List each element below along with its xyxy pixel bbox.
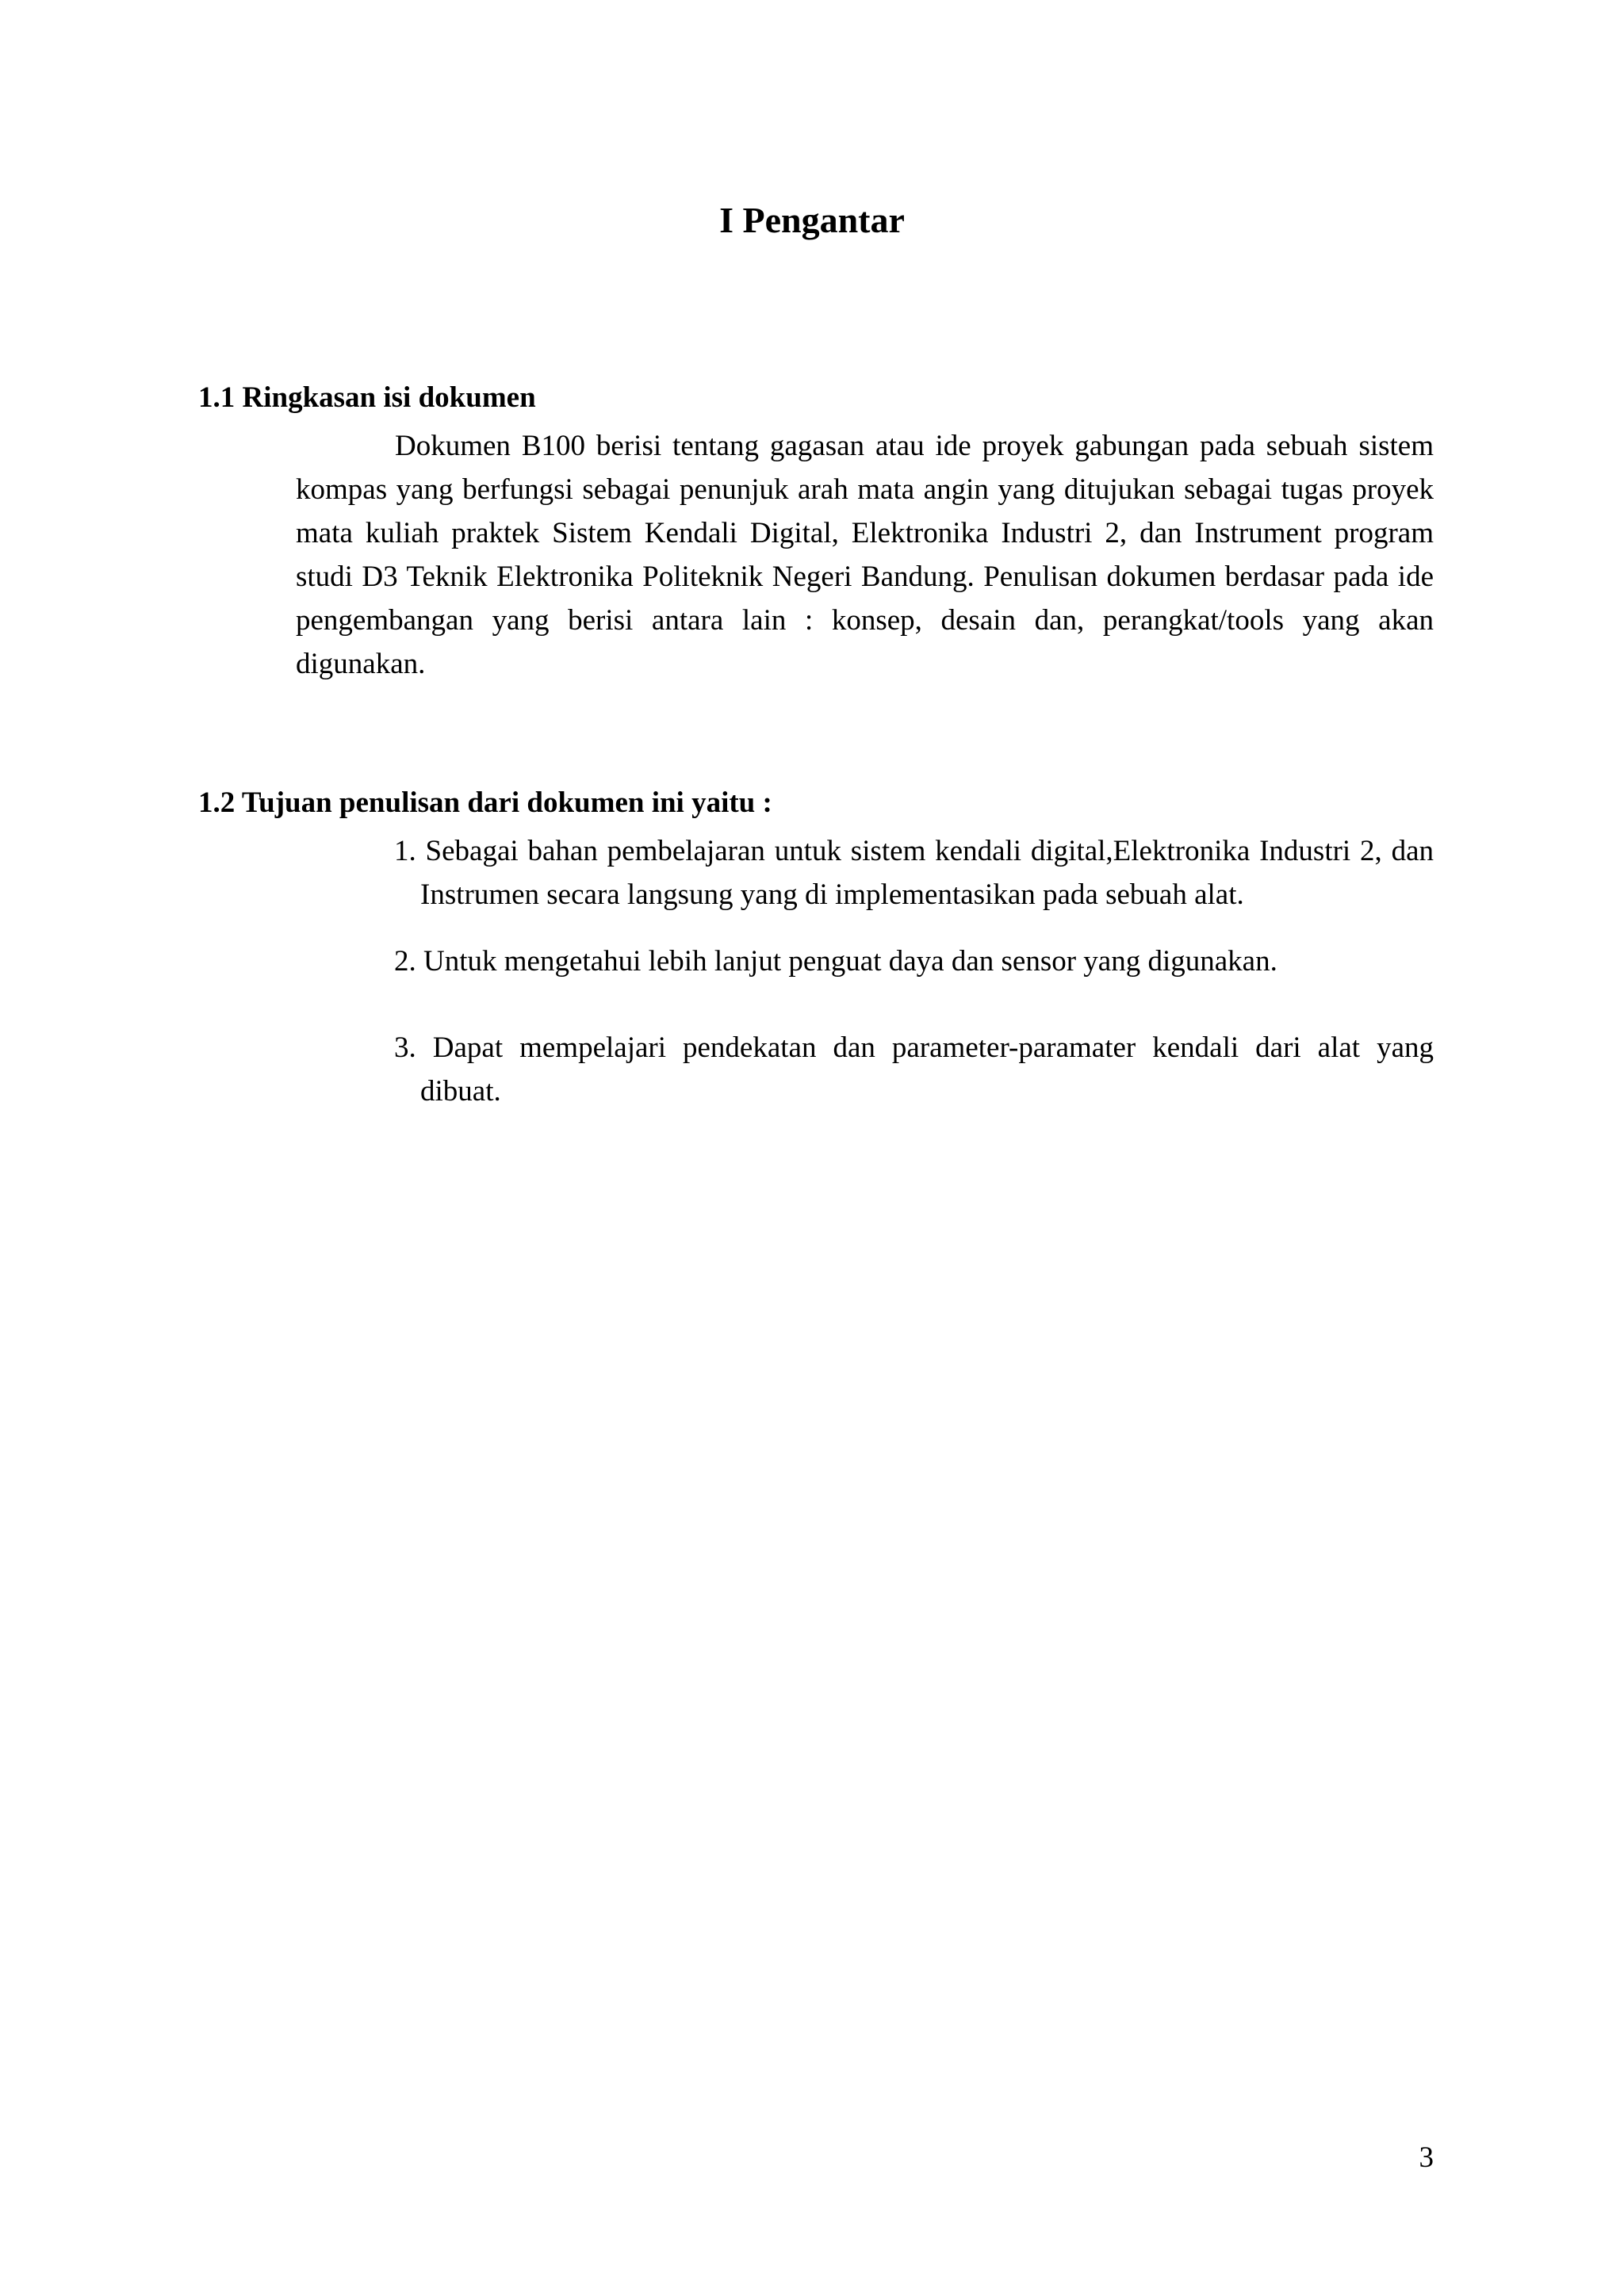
- section-heading-objectives: 1.2 Tujuan penulisan dari dokumen ini yaitu :: [198, 786, 772, 819]
- section-heading-summary: 1.1 Ringkasan isi dokumen: [198, 381, 536, 414]
- objective-list-item: 2. Untuk mengetahui lebih lanjut penguat daya dan sensor yang digunakan.: [394, 945, 1277, 978]
- chapter-title: I Pengantar: [719, 200, 905, 240]
- objective-list-item: 3. Dapat mempelajari pendekatan dan parameter-paramater kendali dari alat yang dibuat.: [394, 1031, 1434, 1108]
- summary-paragraph: Dokumen B100 berisi tentang gagasan atau ide proyek gabungan pada sebuah sistem kompas yang berfungsi sebagai penunjuk arah mata angin yang ditujukan sebagai tugas proyek mata kuliah praktek Sistem Kendali Digital, Elektronika Industri 2, dan Instrument program studi D3 Teknik Elektronika Politeknik Negeri Bandung. Penulisan dokumen berdasar pada ide pengembangan yang berisi antara lain : konsep, desain dan, perangkat/tools yang akan digunakan.: [296, 430, 1434, 680]
- page-number: 3: [1419, 2141, 1434, 2174]
- objective-list-item: 1. Sebagai bahan pembelajaran untuk sistem kendali digital,Elektronika Industri 2, dan Instrumen secara langsung yang di implementasikan pada sebuah alat.: [394, 835, 1434, 911]
